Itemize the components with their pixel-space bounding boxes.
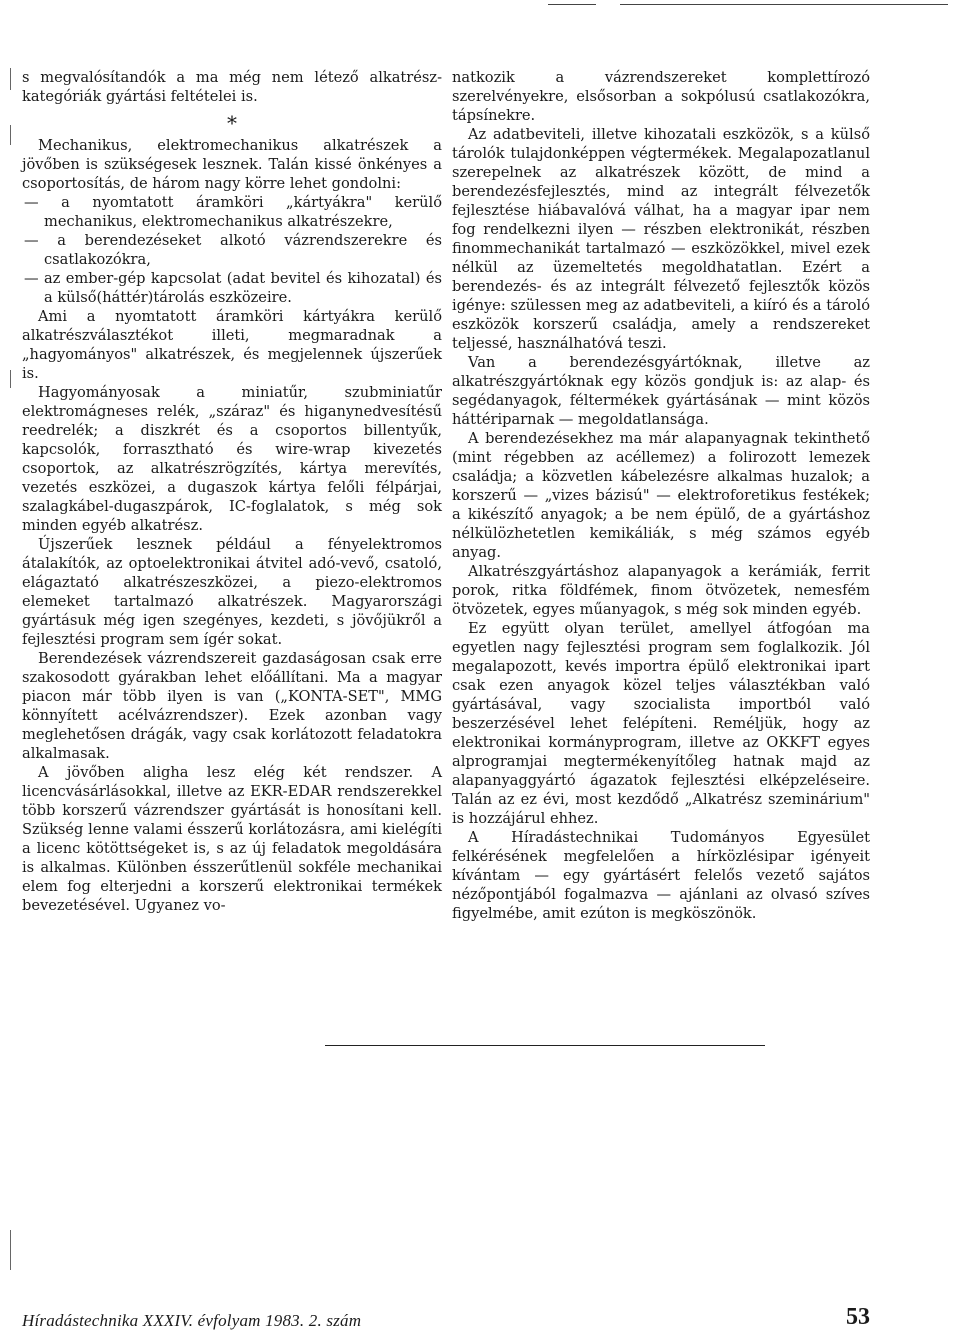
margin-mark (10, 370, 11, 388)
list-item: — az ember-gép kapcsolat (adat bevitel és kihozatal) és a külső(háttér)tárolás eszközeire. (24, 270, 442, 306)
paragraph: A Híradástechnikai Tudományos Egyesület felkérésének megfelelően a hírközlésipar igényeit kívántam — egy gyártásért felelős vezető sajátos nézőpontjából fogalmazva — ajánlani az olvasó szíves figyelmébe, amit ezúton is megköszönök. (452, 829, 870, 922)
left-column (22, 68, 442, 915)
top-rule-left (548, 4, 596, 5)
margin-mark (10, 125, 11, 145)
page-number: 53 (846, 1304, 870, 1330)
paragraph: s megvalósítandók a ma még nem létező alkatrész-kategóriák gyártási feltételei is. (22, 69, 442, 105)
section-separator: * (227, 111, 237, 135)
paragraph: Ami a nyomtatott áramköri kártyákra kerülő alkatrészválasztékot illeti, megmaradnak a „hagyományos" alkatrészek, és megjelennek újszerűek is. (22, 308, 442, 382)
article-end-rule (325, 1045, 765, 1046)
paragraph: Mechanikus, elektromechanikus alkatrészek a jövőben is szükségesek lesznek. Talán kissé önkényes a csoportosítás, de három nagy körre lehet gondolni: (22, 137, 442, 192)
margin-mark (10, 1230, 11, 1270)
paragraph: Hagyományosak a miniatűr, szubminiatűr elektromágneses relék, „száraz" és higanynedvesítésű reedrelék; a diszkrét és a csoportos billentyűk, kapcsolók, forrasztható és wire-wrap kivezetés csoportok, az alkatrészrögzítés, kártya merevítés, vezetés eszközei, a dugaszok kártya felőli félpárjai, szalagkábel-dugaszpárok, IC-foglalatok, s még sok minden egyéb alkatrész. (22, 384, 442, 534)
top-rule-right (620, 4, 948, 5)
paragraph: Alkatrészgyártáshoz alapanyagok a kerámiák, ferrit porok, ritka földfémek, finom ötvözetek, nemesfém ötvözetek, egyes műanyagok, s még sok minden egyéb. (452, 563, 870, 618)
list-item: — a nyomtatott áramköri „kártyákra" kerülő mechanikus, elektromechanikus alkatrészekre, (24, 194, 442, 230)
paragraph: A jövőben aligha lesz elég két rendszer. A licencvásárlásokkal, illetve az EKR-EDAR rendszerekkel több korszerű vázrendszer gyártását is honosítani kell. Szükség lenne valami ésszerű korlátozásra, ami kielégíti a licenc kötöttségeket is, s az új feladatok megoldására is alkalmas. Különben ésszerűtlenül sokféle mechanikai elem fog elterjedni a korszerű elektronikai termékek bevezetésével. Ugyanez vo- (22, 764, 442, 914)
journal-footer: Híradástechnika XXXIV. évfolyam 1983. 2. szám (22, 1311, 362, 1330)
paragraph: Ez együtt olyan terület, amellyel átfogóan ma egyetlen nagy fejlesztési program sem foglalkozik. Jól megalapozott, kevés importra épülő elektronikai ipart csak ezen anyagok közel teljes választékban való gyártásával, vagy szocialista importból való beszerzésével lehet felépíteni. Reméljük, hogy az elektronikai kormányprogram, illetve az OKKFT egyes alprogramjai megtermékenyítőleg hatnak majd az alapanyaggyártó ágazatok fejlesztési elképzeléseire. Talán az ez évi, most kezdődő „Alkatrész szeminárium" is hozzájárul ehhez. (452, 620, 870, 827)
right-column (452, 68, 870, 923)
paragraph: A berendezésekhez ma már alapanyagnak tekinthető (mint régebben az acéllemez) a folirozott lemezek családja; a közvetlen kábelezésre alkalmas huzalok; a korszerű — „vizes bázisú" — elektroforetikus festékek; a kikészítő anyagok; a be nem épülő, de a gyártáshoz nélkülözhetetlen kemikáliák, s még számos egyéb anyag. (452, 430, 870, 561)
list-item: — a berendezéseket alkotó vázrendszerekre és csatlakozókra, (24, 232, 442, 268)
paragraph: Berendezések vázrendszereit gazdaságosan csak erre szakosodott gyárakban lehet előállítani. Ma a magyar piacon már több ilyen is van („KONTA-SET", MMG könnyített acélvázrendszer). Ezek azonban vagy meglehetősen drágák, vagy csak korlátozott feladatokra alkalmasak. (22, 650, 442, 762)
paragraph: Újszerűek lesznek például a fényelektromos átalakítók, az optoelektronikai átvitel adó-vevő, csatoló, elágaztató alkatrészeszközei, a piezo-elektromos elemeket tartalmazó alkatrészek. Magyarországi gyártásuk még igen szegényes, kezdeti, s jövőjükről a fejlesztési program sem ígér sokat. (22, 536, 442, 648)
paragraph: natkozik a vázrendszereket komplettírozó szerelvényekre, elsősorban a sokpólusú csatlakozókra, tápsínekre. (452, 69, 870, 124)
paragraph: Az adatbeviteli, illetve kihozatali eszközök, s a külső tárolók tulajdonképpen végtermékek. Megalapozatlanul szerepelnek az alkatrészek között, de mind a berendezésfejlesztés, mind az integrált félvezetők fejlesztése hiábavalóvá válhat, ha a magyar ipar nem fog rendelkezni ilyen — részben elektronikát, részben finommechanikát tartalmazó — eszközökkel, mivel ezek nélkül az üzemeltetés megoldhatatlan. Ezért a berendezés- és az integrált félvezető fejlesztők közös igénye: szülessen meg az adatbeviteli, a kiíró és a tároló eszközök korszerű családja, amely a rendszereket teljessé, használhatóvá teszi. (452, 126, 870, 352)
paragraph: Van a berendezésgyártóknak, illetve az alkatrészgyártóknak egy közös gondjuk is: az alap- és segédanyagok, féltermékek gyártásának — mint közös háttériparnak — megoldatlansága. (452, 354, 870, 428)
margin-mark (10, 68, 11, 90)
